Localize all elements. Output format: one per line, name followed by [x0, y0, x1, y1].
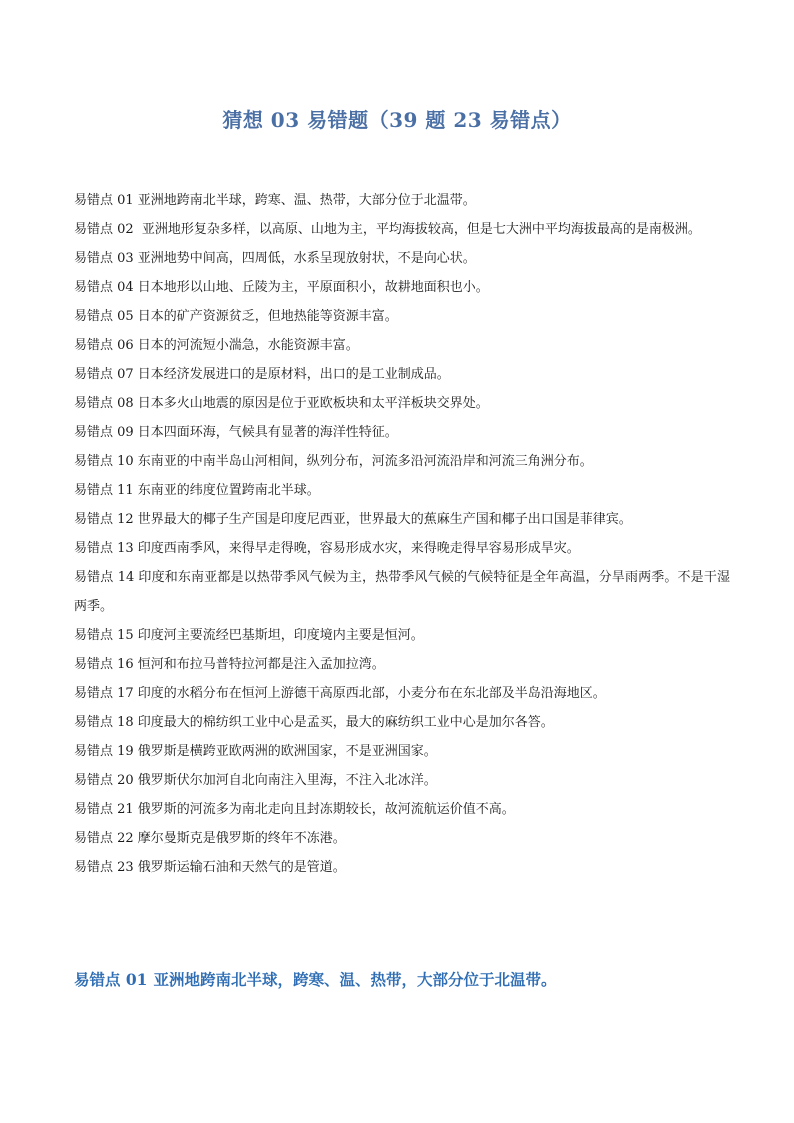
- list-item-label: 易错点 23: [74, 860, 134, 875]
- list-item-label: 易错点 19: [74, 744, 134, 759]
- list-item-label: 易错点 04: [74, 280, 134, 295]
- list-item-text: 日本地形以山地、丘陵为主，平原面积小，故耕地面积也小。: [137, 280, 489, 295]
- list-item-label: 易错点 05: [74, 309, 134, 324]
- list-item-label: 易错点 20: [74, 773, 134, 788]
- list-item-label: 易错点 18: [74, 715, 134, 730]
- list-item: [74, 331, 730, 360]
- list-item: [74, 650, 730, 679]
- list-item-label: 易错点 08: [74, 396, 134, 411]
- list-item-text: 俄罗斯是横跨亚欧两洲的欧洲国家，不是亚洲国家。: [137, 744, 437, 759]
- list-item: [74, 389, 730, 418]
- list-item-text: 印度和东南亚都是以热带季风气候为主，热带季风气候的气候特征是全年高温，分旱雨两季。不是干湿两季。: [74, 570, 730, 614]
- list-item-text: 俄罗斯伏尔加河自北向南注入里海，不注入北冰洋。: [137, 773, 437, 788]
- list-item-label: 易错点 11: [74, 483, 134, 498]
- list-item-text: 东南亚的中南半岛山河相间，纵列分布，河流多沿河流沿岸和河流三角洲分布。: [137, 454, 593, 469]
- list-item-label: 易错点 03: [74, 251, 134, 266]
- list-item-text: 印度最大的棉纺织工业中心是孟买，最大的麻纺织工业中心是加尔各答。: [137, 715, 554, 730]
- list-item-text: 日本经济发展进口的是原材料，出口的是工业制成品。: [137, 367, 450, 382]
- error-point-list: [74, 186, 730, 882]
- list-item: [74, 505, 730, 534]
- list-item-text: 印度河主要流经巴基斯坦，印度境内主要是恒河。: [137, 628, 424, 643]
- list-item-text: 日本多火山地震的原因是位于亚欧板块和太平洋板块交界处。: [137, 396, 489, 411]
- list-item: [74, 737, 730, 766]
- list-item: [74, 302, 730, 331]
- list-item: [74, 476, 730, 505]
- list-item-label: 易错点 09: [74, 425, 134, 440]
- list-item-text: 摩尔曼斯克是俄罗斯的终年不冻港。: [137, 831, 346, 846]
- list-item: [74, 708, 730, 737]
- list-item-label: 易错点 22: [74, 831, 134, 846]
- list-item: [74, 563, 730, 621]
- list-item-text: 俄罗斯运输石油和天然气的是管道。: [137, 860, 346, 875]
- list-item-text: 恒河和布拉马普特拉河都是注入孟加拉湾。: [137, 657, 385, 672]
- list-item: [74, 186, 730, 215]
- list-item-text: 俄罗斯的河流多为南北走向且封冻期较长，故河流航运价值不高。: [137, 802, 515, 817]
- list-item: [74, 621, 730, 650]
- list-item-label: 易错点 07: [74, 367, 134, 382]
- list-item-label: 易错点 14: [74, 570, 135, 585]
- list-item-label: 易错点 13: [74, 541, 134, 556]
- list-item-text: 亚洲地势中间高，四周低，水系呈现放射状，不是向心状。: [137, 251, 476, 266]
- list-item: [74, 679, 730, 708]
- list-item-text: 日本的矿产资源贫乏，但地热能等资源丰富。: [137, 309, 398, 324]
- list-item: [74, 824, 730, 853]
- list-item: [74, 244, 730, 273]
- list-item-label: 易错点 10: [74, 454, 134, 469]
- list-item-label: 易错点 06: [74, 338, 134, 353]
- list-item: [74, 418, 730, 447]
- list-item: [74, 360, 730, 389]
- list-item-label: 易错点 17: [74, 686, 134, 701]
- list-item-label: 易错点 15: [74, 628, 134, 643]
- section-heading-text: 亚洲地跨南北半球，跨寒、温、热带，大部分位于北温带。: [153, 970, 557, 989]
- list-item: [74, 447, 730, 476]
- page-title: 猜想 03 易错题（39 题 23 易错点）: [222, 108, 572, 132]
- list-item-label: 易错点 01: [74, 193, 134, 208]
- list-item: [74, 215, 730, 244]
- list-item-label: 易错点 02: [74, 222, 134, 237]
- list-item-text: 日本的河流短小湍急，水能资源丰富。: [137, 338, 359, 353]
- section-heading: [74, 964, 754, 996]
- list-item-label: 易错点 21: [74, 802, 134, 817]
- list-item-label: 易错点 16: [74, 657, 134, 672]
- list-item-text: 亚洲地跨南北半球，跨寒、温、热带，大部分位于北温带。: [137, 193, 476, 208]
- list-item: [74, 273, 730, 302]
- list-item-text: 东南亚的纬度位置跨南北半球。: [137, 483, 320, 498]
- list-item: [74, 534, 730, 563]
- list-item: [74, 766, 730, 795]
- list-item-text: 日本四面环海，气候具有显著的海洋性特征。: [137, 425, 398, 440]
- list-item-text: 印度的水稻分布在恒河上游德干高原西北部，小麦分布在东北部及半岛沿海地区。: [137, 686, 606, 701]
- list-item-label: 易错点 12: [74, 512, 134, 527]
- section-heading-label: 易错点 01: [74, 970, 148, 989]
- list-item-text: 世界最大的椰子生产国是印度尼西亚，世界最大的蕉麻生产国和椰子出口国是菲律宾。: [137, 512, 632, 527]
- list-item: [74, 853, 730, 882]
- list-item-text: 亚洲地形复杂多样，以高原、山地为主，平均海拔较高，但是七大洲中平均海拔最高的是南极洲。: [137, 222, 701, 237]
- list-item-text: 印度西南季风，来得早走得晚，容易形成水灾，来得晚走得早容易形成旱灾。: [137, 541, 580, 556]
- list-item: [74, 795, 730, 824]
